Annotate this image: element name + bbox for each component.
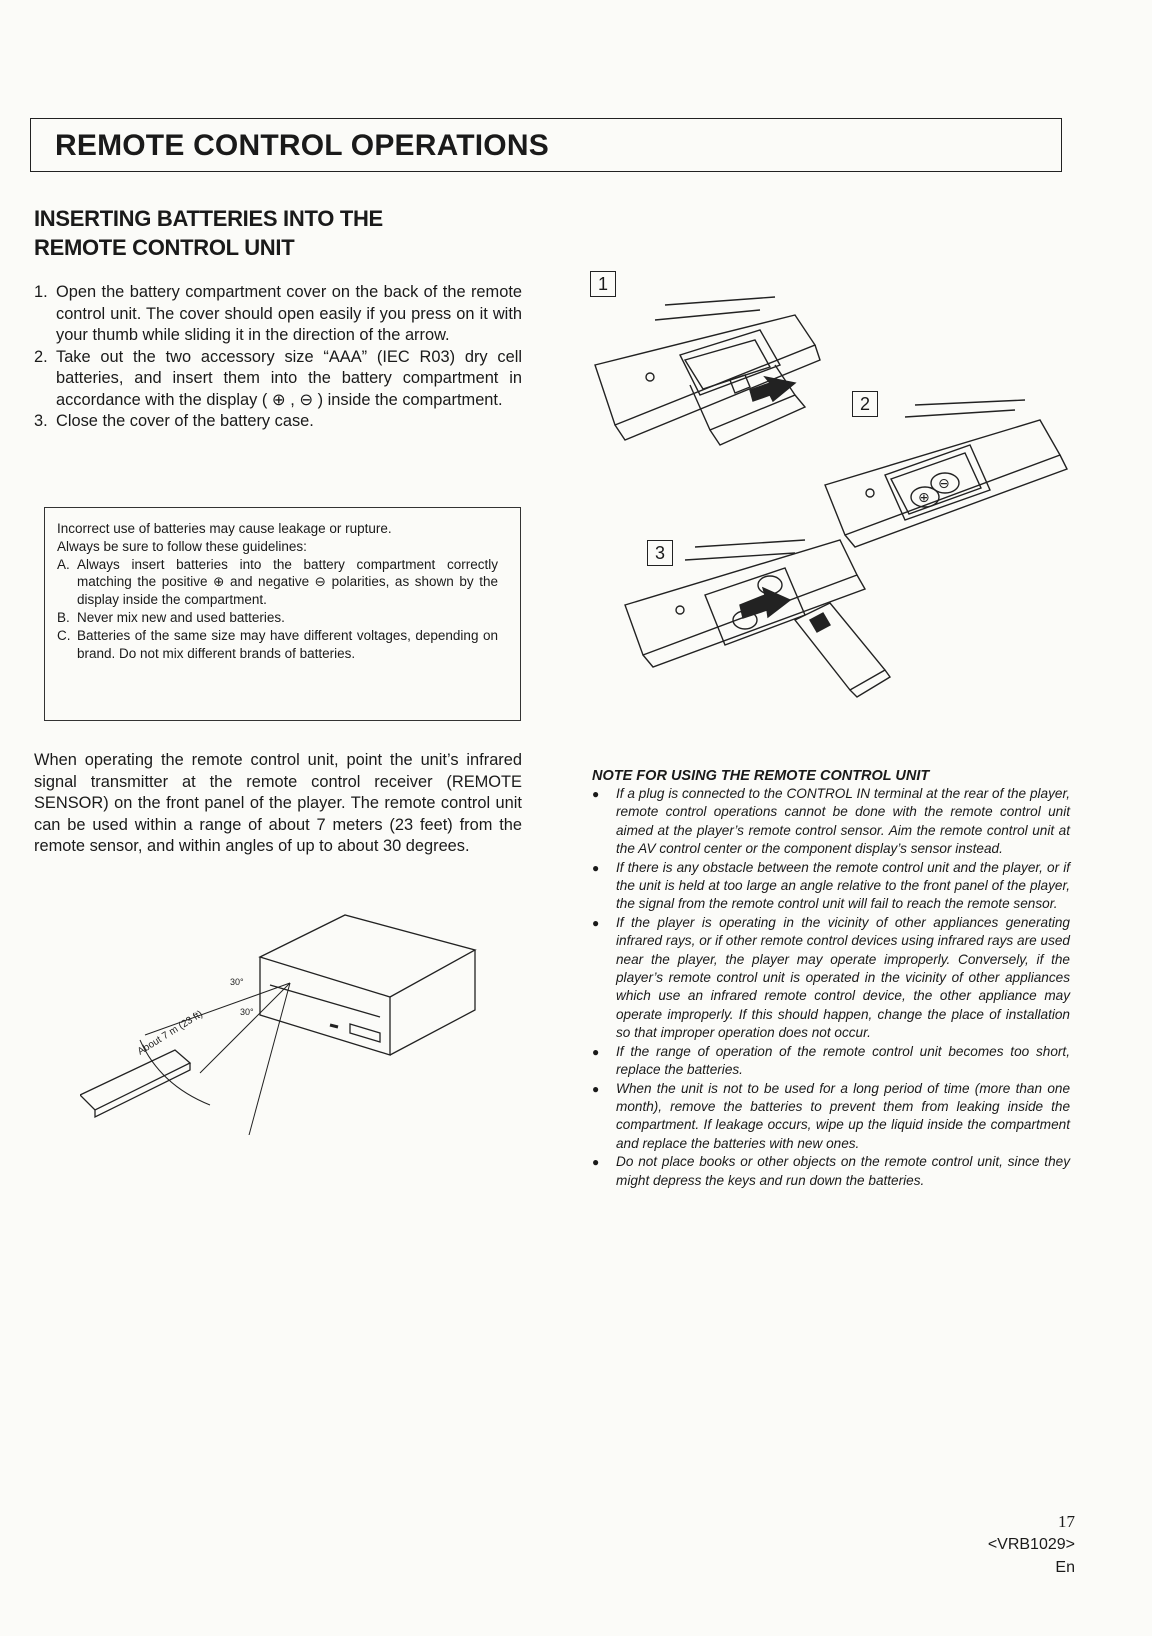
caution-intro-line: Always be sure to follow these guidelines: [57, 538, 307, 554]
svg-text:⊕: ⊕ [918, 490, 930, 506]
page-title-box [30, 118, 1062, 172]
page-title: REMOTE CONTROL OPERATIONS [55, 129, 549, 162]
bullet-icon: ● [592, 860, 600, 875]
remote-illustration-step-3 [625, 540, 890, 697]
caution-item-letter: C. [57, 627, 71, 643]
note-item [590, 1043, 1070, 1080]
caution-intro-line: Incorrect use of batteries may cause leakage or rupture. [57, 521, 392, 536]
section-heading-line-1: INSERTING BATTERIES INTO THE [34, 206, 383, 231]
note-item [590, 1153, 1070, 1190]
note-item [590, 914, 1070, 1043]
figure-label-3: 3 [647, 540, 673, 566]
angle-label-top: 30° [230, 977, 244, 987]
step-item [34, 282, 522, 347]
remote-range-illustration [80, 905, 500, 1135]
notes-list [590, 785, 1070, 1190]
note-text: If the range of operation of the remote control unit becomes too short, replace the batteries. [616, 1043, 1070, 1078]
step-text: Take out the two accessory size “AAA” (IEC R03) dry cell batteries, and insert them into the battery compartment in accordance with the display ( ⊕ , ⊖ ) inside the compartment. [56, 347, 522, 409]
bullet-icon: ● [592, 915, 600, 930]
caution-item [57, 627, 498, 663]
bullet-icon: ● [592, 1155, 600, 1170]
note-text: When the unit is not to be used for a long period of time (more than one month), remove the batteries to prevent them from leaking inside the compartment. If leakage occurs, wipe up the liquid inside the compartment and replace the batteries with new ones. [616, 1080, 1070, 1151]
note-item [590, 785, 1070, 859]
figure-label-2: 2 [852, 391, 878, 417]
caution-item-letter: A. [57, 556, 70, 572]
step-number: 2. [34, 347, 48, 366]
section-heading-line-2: REMOTE CONTROL UNIT [34, 235, 295, 260]
caution-item [57, 609, 498, 627]
caution-item-text: Never mix new and used batteries. [77, 609, 285, 625]
caution-item [57, 556, 498, 609]
note-text: If there is any obstacle between the remote control unit and the player, or if the unit is held at too large an angle relative to the front panel of the player, the signal from the remote control unit will fail to reach the remote sensor. [616, 859, 1070, 912]
signal-range-lines [140, 983, 290, 1135]
range-distance-label: About 7 m (23 ft) [135, 1008, 205, 1058]
note-text: Do not place books or other objects on the remote control unit, since they might depress the keys and run down the batteries. [616, 1154, 1070, 1188]
note-heading: NOTE FOR USING THE REMOTE CONTROL UNIT [592, 768, 930, 784]
step-item [34, 411, 522, 433]
note-text: If a plug is connected to the CONTROL IN terminal at the rear of the player, remote control operations cannot be done with the remote control unit aimed at the player’s remote control sensor. Aim the remote control unit at the AV control center or the component display’s sensor instead. [616, 786, 1070, 857]
doc-code: <VRB1029> [987, 1536, 1075, 1553]
angle-label-bottom: 30° [240, 1007, 254, 1017]
remote-illustration-step-2 [825, 400, 1067, 547]
step-number: 3. [34, 412, 48, 430]
note-item [590, 859, 1070, 914]
page-footer [900, 1510, 1075, 1579]
step-text: Open the battery compartment cover on the back of the remote control unit. The cover should open easily if you press on it with your thumb while sliding it in the direction of the arrow. [56, 283, 522, 344]
step-text: Close the cover of the battery case. [56, 412, 314, 430]
bullet-icon: ● [592, 787, 600, 801]
caution-item-text: Always insert batteries into the battery compartment correctly matching the positive ⊕ and negative ⊖ polarities, as shown by the display inside the compartment. [77, 556, 498, 608]
remote-illustration-step-1 [595, 297, 820, 445]
operating-paragraph: When operating the remote control unit, point the unit’s infrared signal transmitter at the remote control receiver (REMOTE SENSOR) on the front panel of the player. The remote control unit can be used within a range of about 7 meters (23 feet) from the remote sensor, and within angles of up to about 30 degrees. [34, 751, 522, 855]
page-number: 17 [1058, 1512, 1075, 1531]
svg-text:⊖: ⊖ [938, 476, 950, 492]
note-text: If the player is operating in the vicinity of other appliances generating infrared rays, or if other remote control devices using infrared rays are used near the player, the player may operate improperly. Conversely, if the player’s remote control unit is operated in the vicinity of other appliances which use an infrared remote control device, the other appliance may operate improperly. If this should happen, change the place of installation so that improper operation does not occur. [616, 914, 1070, 1041]
language-code: En [1055, 1559, 1075, 1576]
caution-item-text: Batteries of the same size may have different voltages, depending on brand. Do not mix different brands of batteries. [77, 627, 498, 661]
battery-insertion-illustration [585, 285, 1085, 735]
section-heading [34, 204, 383, 262]
caution-item-letter: B. [57, 609, 70, 625]
step-number: 1. [34, 283, 48, 301]
note-item [590, 1080, 1070, 1154]
steps-list [34, 282, 522, 433]
bullet-icon: ● [592, 1044, 600, 1059]
figure-label-1: 1 [590, 271, 616, 297]
step-item [34, 347, 522, 412]
bullet-icon: ● [592, 1081, 600, 1096]
battery-caution-box [44, 507, 521, 721]
player-unit-drawing [260, 915, 475, 1055]
